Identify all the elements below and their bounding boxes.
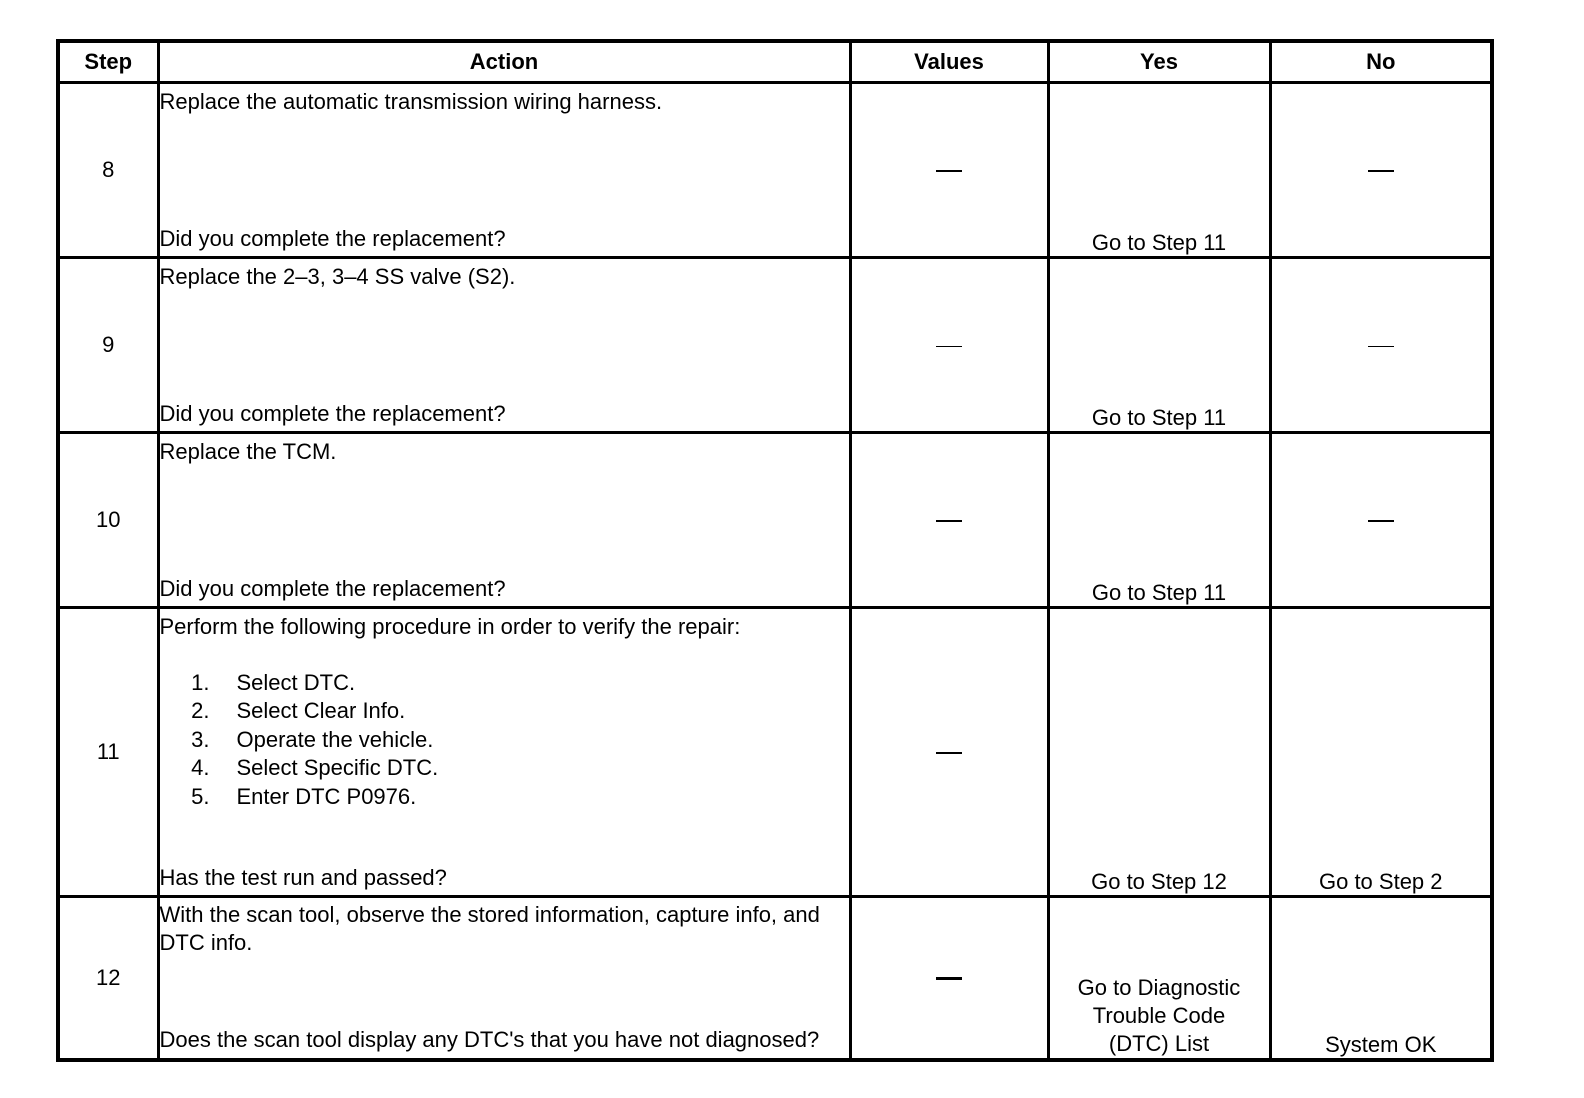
- em-dash: [1368, 170, 1394, 172]
- action-cell: [158, 83, 850, 258]
- action-instruction: Replace the 2–3, 3–4 SS valve (S2).: [159, 263, 516, 289]
- action-question: Has the test run and passed?: [159, 864, 447, 890]
- table-row: [58, 897, 1492, 1060]
- table-row: [58, 83, 1492, 258]
- yes-link[interactable]: Go to Step 12: [1048, 608, 1270, 897]
- action-question: Did you complete the replacement?: [159, 575, 506, 601]
- yes-link[interactable]: Go to Step 11: [1048, 258, 1270, 433]
- list-item: 1. Select DTC.: [191, 669, 356, 695]
- procedure-list: [160, 669, 849, 812]
- list-item: 3. Operate the vehicle.: [191, 726, 434, 752]
- em-dash: [1368, 346, 1394, 347]
- values-cell: [850, 83, 1048, 258]
- step-number: 10: [58, 433, 158, 608]
- action-question: Did you complete the replacement?: [159, 400, 506, 426]
- values-cell: [850, 897, 1048, 1060]
- em-dash: [936, 346, 962, 347]
- header-step: Step: [58, 41, 158, 83]
- em-dash: [936, 977, 962, 980]
- em-dash: [936, 520, 962, 522]
- no-cell: [1270, 258, 1492, 433]
- action-instruction: Replace the automatic transmission wiring harness.: [159, 88, 663, 114]
- no-cell: [1270, 433, 1492, 608]
- table-row: [58, 433, 1492, 608]
- action-cell: [158, 608, 850, 897]
- step-number: 8: [58, 83, 158, 258]
- action-cell: [158, 433, 850, 608]
- yes-link[interactable]: Go to Step 11: [1048, 433, 1270, 608]
- header-no: No: [1270, 41, 1492, 83]
- yes-link[interactable]: Go to Diagnostic Trouble Code (DTC) List: [1048, 897, 1270, 1060]
- action-cell: [158, 258, 850, 433]
- step-number: 9: [58, 258, 158, 433]
- values-cell: [850, 258, 1048, 433]
- values-cell: [850, 433, 1048, 608]
- step-number: 11: [58, 608, 158, 897]
- action-instruction: Replace the TCM.: [159, 438, 337, 464]
- action-question: Did you complete the replacement?: [159, 225, 506, 251]
- action-question: Does the scan tool display any DTC's that you have not diagnosed?: [159, 1027, 820, 1053]
- step-number: 12: [58, 897, 158, 1060]
- header-values: Values: [850, 41, 1048, 83]
- em-dash: [936, 752, 962, 754]
- em-dash: [1368, 520, 1394, 522]
- no-link[interactable]: Go to Step 2: [1270, 608, 1492, 897]
- action-instruction: With the scan tool, observe the stored information, capture info, and DTC info.: [159, 902, 820, 956]
- no-link[interactable]: System OK: [1270, 897, 1492, 1060]
- action-instruction: Perform the following procedure in order to verify the repair:: [159, 613, 741, 639]
- yes-link[interactable]: Go to Step 11: [1048, 83, 1270, 258]
- table-row: [58, 608, 1492, 897]
- header-row: [58, 41, 1492, 83]
- no-cell: [1270, 83, 1492, 258]
- table-row: [58, 258, 1492, 433]
- list-item: 4. Select Specific DTC.: [191, 755, 439, 780]
- diagnostic-table: [56, 39, 1494, 1062]
- em-dash: [936, 170, 962, 172]
- header-yes: Yes: [1048, 41, 1270, 83]
- header-action: Action: [158, 41, 850, 83]
- list-item: 2. Select Clear Info.: [191, 698, 406, 723]
- values-cell: [850, 608, 1048, 897]
- action-cell: [158, 897, 850, 1060]
- list-item: 5. Enter DTC P0976.: [191, 783, 417, 809]
